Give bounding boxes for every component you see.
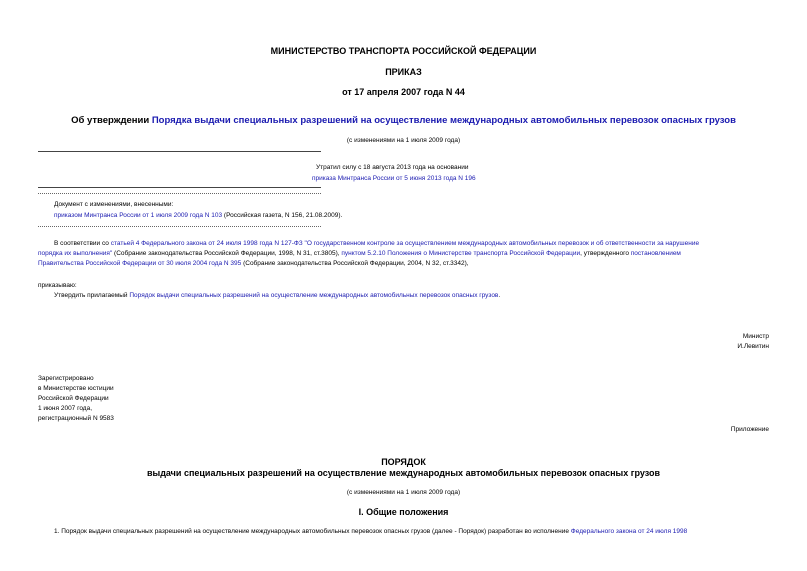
doc-type-heading: ПРИКАЗ (385, 67, 422, 77)
registration-line: Российской Федерации (38, 395, 109, 402)
doc-date: от 17 апреля 2007 года N 44 (342, 87, 465, 97)
registration-line: 1 июня 2007 года, (38, 405, 93, 412)
changes-label: Документ с изменениями, внесенными: (54, 201, 174, 208)
appendix-amendment-note: (с изменениями на 1 июля 2009 года) (346, 489, 461, 496)
document-title (0, 115, 807, 126)
para1-text: 1. Порядок выдачи специальных разрешений на осуществление международных автомобильных перевозок опасных грузов (далее - Порядок) разработан во исполнение (54, 528, 571, 535)
preamble-text4: (Собрание законодательства Российской Федерации, 2004, N 32, ст.3342), (241, 260, 469, 267)
section-heading: I. Общие положения (358, 507, 449, 517)
order-text (54, 292, 500, 299)
changes-link[interactable]: приказом Минтранса России от 1 июля 2009 года N 103 (54, 212, 223, 219)
signature-position: Министр (742, 333, 769, 340)
registration-line: Зарегистрировано (38, 375, 94, 382)
government-decree-link-cont[interactable]: Правительства Российской Федерации от 30 июля 2004 года N 395 (38, 260, 242, 267)
status-divider-dotted (38, 193, 321, 194)
preamble-intro: В соответствии со (54, 240, 111, 247)
signature-name: И.Левитин (737, 343, 769, 350)
changes-line (54, 212, 342, 219)
preamble-text2: (Собрание законодательства Российской Федерации, 1998, N 31, ст.3805), (112, 250, 342, 257)
ministry-heading: МИНИСТЕРСТВО ТРАНСПОРТА РОССИЙСКОЙ ФЕДЕРАЦИИ (270, 46, 537, 56)
registration-line: регистрационный N 9583 (38, 415, 114, 422)
order-label: приказываю: (38, 282, 77, 289)
title-amendment-note: (с изменениями на 1 июля 2009 года) (346, 137, 461, 144)
changes-divider-dotted (38, 226, 321, 227)
appendix-title: ПОРЯДОК (381, 457, 426, 467)
title-link[interactable]: Порядка выдачи специальных разрешений на осуществление международных автомобильных перевозок опасных грузов (151, 115, 736, 126)
status-divider-mid (38, 187, 321, 188)
order-prefix: Утвердить прилагаемый (54, 292, 130, 299)
preamble-paragraph (38, 239, 769, 269)
appendix-subtitle: выдачи специальных разрешений на осуществление международных автомобильных перевозок опасных грузов (146, 468, 661, 478)
federal-law-link[interactable]: Федерального закона от 24 июля 1998 (570, 528, 688, 535)
regulation-point-link[interactable]: пунктом 5.2.10 Положения о Министерстве транспорта Российской Федерации (341, 250, 581, 257)
government-decree-link[interactable]: постановлением (630, 250, 681, 257)
status-repeal-link[interactable]: приказа Минтранса России от 5 июня 2013 года N 196 (312, 175, 476, 182)
preamble-text3: , утвержденного (580, 250, 631, 257)
title-prefix: Об утверждении (71, 115, 152, 126)
status-line: Утратил силу с 18 августа 2013 года на основании (316, 164, 469, 171)
registration-line: в Министерстве юстиции (38, 385, 114, 392)
order-end: . (498, 292, 501, 299)
order-procedure-link[interactable]: Порядок выдачи специальных разрешений на осуществление международных автомобильных перевозок опасных грузов (129, 292, 499, 299)
changes-source: (Российская газета, N 156, 21.08.2009). (222, 212, 343, 219)
appendix-label: Приложение (730, 426, 769, 433)
law-article-link[interactable]: статьей 4 Федерального закона от 24 июля 1998 года N 127-ФЗ "О государственном контроле за осуществлением международных автомобильных перевозок и об ответственности за нарушение (110, 240, 700, 247)
appendix-paragraph-1 (54, 528, 687, 535)
status-divider-top (38, 151, 321, 152)
law-article-link-cont[interactable]: порядка их выполнения" (38, 250, 113, 257)
